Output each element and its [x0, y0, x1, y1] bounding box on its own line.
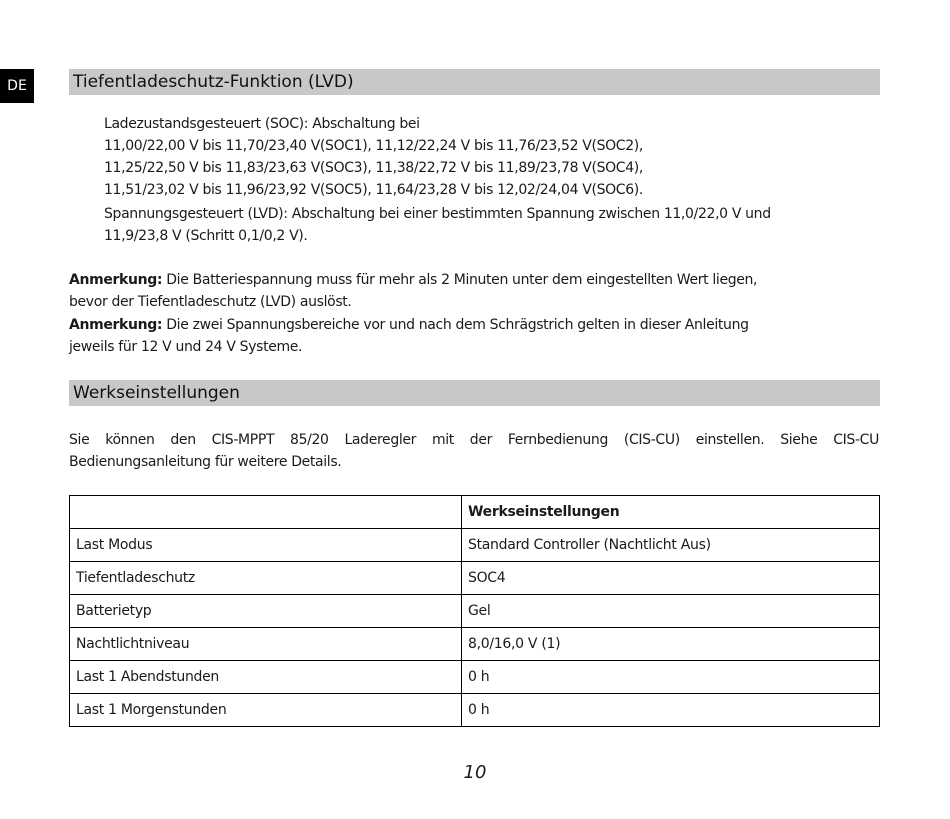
table-row: [70, 595, 880, 628]
lvd-line-6: 11,9/23,8 V (Schritt 0,1/0,2 V).: [104, 228, 308, 244]
table-header-row: [70, 496, 880, 529]
lvd-line-3: 11,25/22,50 V bis 11,83/23,63 V(SOC3), 11,38/22,72 V bis 11,89/23,78 V(SOC4),: [104, 160, 643, 176]
table-header-cell: [70, 496, 462, 529]
table-row: [70, 562, 880, 595]
werk-intro-line-2: Bedienungsanleitung für weitere Details.: [69, 454, 342, 470]
section-heading-lvd: Tiefentladeschutz-Funktion (LVD): [69, 69, 880, 95]
note-label: Anmerkung:: [69, 317, 163, 333]
setting-name: Nachtlichtniveau: [70, 628, 462, 661]
note-label: Anmerkung:: [69, 272, 163, 288]
note-2-line-2: jeweils für 12 V und 24 V Systeme.: [69, 339, 303, 355]
section-heading-werkseinstellungen: Werkseinstellungen: [69, 380, 880, 406]
note-1-line-1: [69, 269, 757, 291]
table-row: [70, 628, 880, 661]
table-row: [70, 529, 880, 562]
table-row: [70, 661, 880, 694]
note-text: Die Batteriespannung muss für mehr als 2 Minuten unter dem eingestellten Wert liegen,: [162, 272, 758, 288]
setting-name: Last Modus: [70, 529, 462, 562]
setting-value: 8,0/16,0 V (1): [462, 628, 880, 661]
table-header-cell: Werkseinstellungen: [462, 496, 880, 529]
note-2-line-1: [69, 314, 749, 336]
setting-value: Standard Controller (Nachtlicht Aus): [462, 529, 880, 562]
lvd-line-2: 11,00/22,00 V bis 11,70/23,40 V(SOC1), 11,12/22,24 V bis 11,76/23,52 V(SOC2),: [104, 138, 643, 154]
lvd-line-4: 11,51/23,02 V bis 11,96/23,92 V(SOC5), 11,64/23,28 V bis 12,02/24,04 V(SOC6).: [104, 182, 643, 198]
setting-name: Batterietyp: [70, 595, 462, 628]
setting-name: Last 1 Abendstunden: [70, 661, 462, 694]
table-row: [70, 694, 880, 727]
setting-value: SOC4: [462, 562, 880, 595]
setting-name: Last 1 Morgenstunden: [70, 694, 462, 727]
lvd-line-5: Spannungsgesteuert (LVD): Abschaltung bei einer bestimmten Spannung zwischen 11,0/22,0 V und: [104, 206, 771, 222]
note-text: Die zwei Spannungsbereiche vor und nach dem Schrägstrich gelten in dieser Anleitung: [162, 317, 749, 333]
factory-settings-table: [69, 495, 880, 727]
note-1-line-2: bevor der Tiefentladeschutz (LVD) auslöst.: [69, 294, 352, 310]
werk-intro-line-1: Sie können den CIS-MPPT 85/20 Laderegler mit der Fernbedienung (CIS-CU) einstellen. Siehe CIS-CU: [69, 432, 879, 448]
lvd-line-1: Ladezustandsgesteuert (SOC): Abschaltung bei: [104, 116, 420, 132]
page-number: 10: [463, 762, 487, 783]
setting-value: 0 h: [462, 661, 880, 694]
setting-name: Tiefentladeschutz: [70, 562, 462, 595]
setting-value: 0 h: [462, 694, 880, 727]
setting-value: Gel: [462, 595, 880, 628]
language-tab: DE: [0, 69, 34, 103]
